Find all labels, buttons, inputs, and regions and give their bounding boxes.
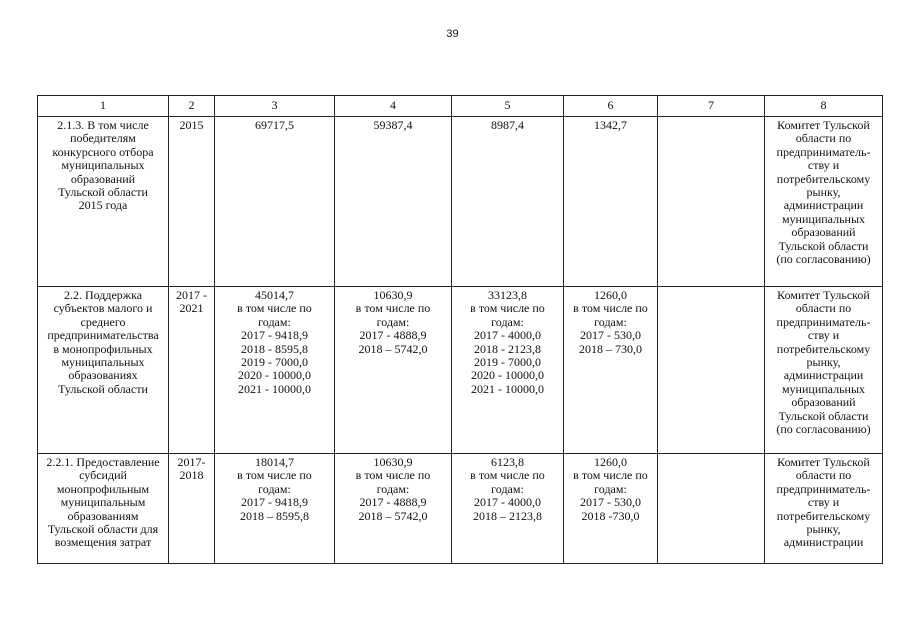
- cell-text-line: в том числе по: [573, 301, 648, 316]
- cell-federal: [335, 117, 452, 287]
- cell-text-line: потребительскому: [776, 171, 871, 186]
- cell-regional: [452, 117, 564, 287]
- cell-text-line: годам:: [594, 314, 627, 329]
- cell-executor: [765, 454, 883, 564]
- cell-text-line: 2017 - 9418,9: [241, 495, 308, 510]
- cell-text-line: области по: [795, 468, 852, 483]
- cell-federal: [335, 454, 452, 564]
- header-col-6: 6: [564, 96, 658, 117]
- cell-text-line: муниципальных: [781, 211, 866, 226]
- cell-text-line: 2018 – 5742,0: [358, 341, 428, 356]
- cell-text-line: образований: [70, 171, 136, 186]
- cell-text-line: в том числе по: [470, 301, 545, 316]
- cell-text-line: в том числе по: [355, 468, 431, 483]
- cell-text-line: 8987,4: [491, 118, 524, 132]
- cell-text-line: потребительскому: [776, 508, 871, 523]
- cell-text-line: годам:: [491, 481, 524, 496]
- cell-text-line: 2020 - 10000,0: [471, 368, 544, 383]
- cell-federal: [335, 287, 452, 454]
- cell-text-line: 2017 - 4888,9: [359, 495, 427, 510]
- cell-text-line: годам:: [594, 481, 627, 496]
- cell-text-line: 2018 - 8595,8: [241, 341, 308, 356]
- header-col-8: 8: [765, 96, 883, 117]
- cell-text-line: 2017 - 4000,0: [474, 495, 541, 510]
- cell-text-line: 10630,9: [373, 455, 413, 469]
- cell-text-line: 2.2. Поддержка: [63, 288, 143, 302]
- cell-text-line: 2017 - 4000,0: [474, 328, 541, 343]
- cell-text-line: среднего: [80, 314, 126, 329]
- cell-text-line: годам:: [258, 314, 291, 329]
- cell-text-line: победителям: [70, 131, 136, 146]
- cell-text-line: 1260,0: [594, 455, 627, 469]
- cell-text-line: 2019 - 7000,0: [241, 355, 308, 370]
- header-col-3: 3: [215, 96, 335, 117]
- cell-text-line: образований: [791, 395, 856, 410]
- cell-text-line: (по согласованию): [776, 252, 871, 267]
- cell-text-line: администрации: [783, 198, 864, 213]
- cell-text-line: образований: [791, 225, 856, 240]
- cell-text-line: образованиях: [68, 368, 138, 383]
- cell-text-line: рынку,: [806, 185, 841, 200]
- cell-activity: [38, 454, 169, 564]
- cell-text-line: Комитет Тульской: [777, 455, 870, 469]
- cell-text-line: области по: [795, 301, 852, 316]
- cell-text-line: субсидий: [79, 468, 127, 483]
- cell-text-line: 6123,8: [491, 455, 524, 469]
- cell-text-line: 2017 -: [176, 288, 207, 302]
- cell-text-line: в том числе по: [237, 468, 312, 483]
- cell-text-line: 2018 -730,0: [581, 508, 640, 523]
- header-col-2: 2: [169, 96, 215, 117]
- cell-text-line: 2017-: [177, 455, 206, 469]
- table-row: [38, 454, 883, 564]
- cell-text-line: 2018 - 2123,8: [474, 341, 541, 356]
- program-table: [37, 95, 883, 564]
- cell-text-line: предприниматель-: [776, 314, 871, 329]
- cell-text-line: ству и: [807, 495, 840, 510]
- cell-text-line: 45014,7: [255, 288, 294, 302]
- cell-text-line: Тульской области: [778, 408, 869, 423]
- cell-text-line: предприниматель-: [776, 481, 871, 496]
- cell-text-line: муниципальным: [60, 495, 146, 510]
- cell-text-line: Тульской области: [58, 185, 148, 200]
- cell-text-line: конкурсного отбора: [52, 144, 154, 159]
- cell-text-line: 2018 – 2123,8: [473, 508, 542, 523]
- cell-text-line: монопрофильным: [56, 481, 150, 496]
- cell-text-line: муниципальных: [61, 158, 145, 173]
- cell-other: [658, 454, 765, 564]
- cell-text-line: муниципальных: [61, 355, 145, 370]
- cell-text-line: годам:: [376, 481, 410, 496]
- cell-executor: [765, 117, 883, 287]
- cell-text-line: субъектов малого и: [53, 301, 153, 316]
- cell-text-line: 2018 – 8595,8: [240, 508, 309, 523]
- cell-text-line: предпринимательства: [47, 328, 159, 343]
- cell-text-line: администрации: [783, 368, 864, 383]
- cell-other: [658, 287, 765, 454]
- page-number: 39: [446, 28, 459, 40]
- header-col-4: 4: [335, 96, 452, 117]
- cell-text-line: 1260,0: [594, 288, 627, 302]
- cell-text-line: Тульской области: [778, 238, 869, 253]
- cell-activity: [38, 117, 169, 287]
- cell-text-line: 2018 – 5742,0: [358, 508, 428, 523]
- cell-text-line: 1342,7: [594, 118, 627, 132]
- cell-text-line: 69717,5: [255, 118, 294, 132]
- cell-years: [169, 287, 215, 454]
- header-col-7: 7: [658, 96, 765, 117]
- cell-total: [215, 287, 335, 454]
- cell-text-line: годам:: [376, 314, 410, 329]
- cell-text-line: 2021 - 10000,0: [238, 381, 311, 396]
- cell-text-line: области по: [795, 131, 852, 146]
- cell-text-line: 59387,4: [373, 118, 413, 132]
- cell-local: [564, 287, 658, 454]
- cell-text-line: в том числе по: [355, 301, 431, 316]
- cell-text-line: 10630,9: [373, 288, 413, 302]
- cell-text-line: годам:: [258, 481, 291, 496]
- cell-text-line: 2015: [179, 118, 204, 132]
- cell-text-line: 2018 – 730,0: [579, 341, 642, 356]
- cell-text-line: Тульской области для: [47, 522, 159, 537]
- cell-text-line: 2.2.1. Предоставление: [46, 455, 160, 469]
- header-row: [38, 96, 883, 117]
- cell-text-line: администрации: [783, 535, 864, 550]
- cell-text-line: рынку,: [806, 355, 841, 370]
- cell-text-line: 33123,8: [488, 288, 527, 302]
- cell-text-line: потребительскому: [776, 341, 871, 356]
- cell-years: [169, 454, 215, 564]
- cell-text-line: 2017 - 4888,9: [359, 328, 427, 343]
- cell-total: [215, 117, 335, 287]
- cell-text-line: 2021 - 10000,0: [471, 381, 544, 396]
- cell-years: [169, 117, 215, 287]
- header-col-1: 1: [38, 96, 169, 117]
- cell-text-line: Комитет Тульской: [777, 288, 870, 302]
- cell-regional: [452, 287, 564, 454]
- cell-text-line: 18014,7: [255, 455, 294, 469]
- cell-local: [564, 454, 658, 564]
- cell-text-line: 2019 - 7000,0: [474, 355, 541, 370]
- cell-text-line: рынку,: [806, 522, 841, 537]
- cell-text-line: годам:: [491, 314, 524, 329]
- cell-text-line: 2020 - 10000,0: [238, 368, 311, 383]
- cell-local: [564, 117, 658, 287]
- cell-text-line: ству и: [807, 328, 840, 343]
- cell-text-line: (по согласованию): [776, 422, 871, 437]
- cell-other: [658, 117, 765, 287]
- cell-text-line: возмещения затрат: [54, 535, 152, 550]
- cell-text-line: 2015 года: [78, 198, 128, 213]
- cell-text-line: 2017 - 530,0: [580, 328, 641, 343]
- cell-text-line: 2018: [179, 468, 204, 483]
- cell-text-line: в том числе по: [470, 468, 545, 483]
- cell-text-line: предприниматель-: [776, 144, 871, 159]
- header-col-5: 5: [452, 96, 564, 117]
- cell-text-line: Комитет Тульской: [777, 118, 870, 132]
- cell-activity: [38, 287, 169, 454]
- cell-text-line: в монопрофильных: [53, 341, 153, 356]
- cell-regional: [452, 454, 564, 564]
- cell-text-line: 2017 - 530,0: [580, 495, 641, 510]
- cell-text-line: образованиям: [67, 508, 139, 523]
- cell-text-line: 2017 - 9418,9: [241, 328, 308, 343]
- cell-total: [215, 454, 335, 564]
- table-row: [38, 117, 883, 287]
- cell-text-line: в том числе по: [237, 301, 312, 316]
- cell-executor: [765, 287, 883, 454]
- cell-text-line: ству и: [807, 158, 840, 173]
- cell-text-line: Тульской области: [58, 381, 148, 396]
- cell-text-line: 2.1.3. В том числе: [57, 118, 149, 132]
- cell-text-line: муниципальных: [781, 381, 866, 396]
- table-row: [38, 287, 883, 454]
- cell-text-line: в том числе по: [573, 468, 648, 483]
- cell-text-line: 2021: [179, 301, 204, 316]
